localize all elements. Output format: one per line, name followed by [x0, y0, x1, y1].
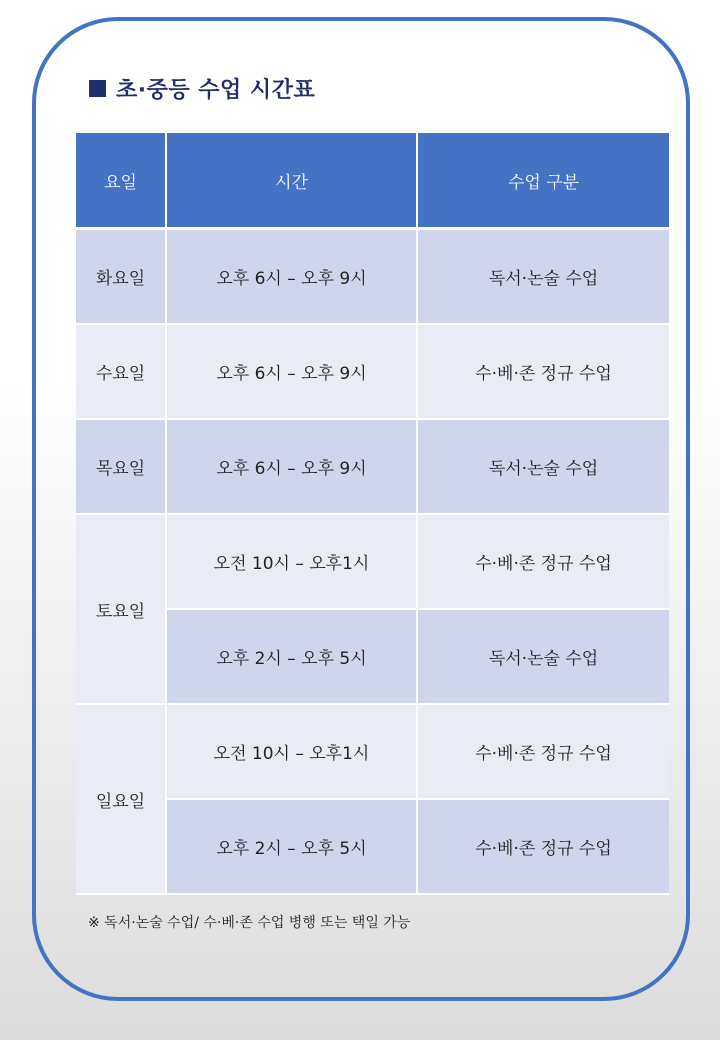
table-row — [76, 419, 669, 514]
day-cell: 화요일 — [76, 229, 166, 325]
header-time: 시간 — [166, 133, 417, 229]
day-cell: 수요일 — [76, 324, 166, 419]
class-cell: 독서·논술 수업 — [417, 419, 669, 514]
class-cell: 독서·논술 수업 — [417, 229, 669, 325]
class-cell: 독서·논술 수업 — [417, 609, 669, 704]
table-row — [76, 704, 669, 799]
day-cell: 토요일 — [76, 514, 166, 704]
class-cell: 수·베·존 정규 수업 — [417, 324, 669, 419]
header-day: 요일 — [76, 133, 166, 229]
class-cell: 수·베·존 정규 수업 — [417, 514, 669, 609]
time-cell: 오후 6시 – 오후 9시 — [166, 419, 417, 514]
class-cell: 수·베·존 정규 수업 — [417, 704, 669, 799]
table-row — [76, 514, 669, 609]
schedule-table — [76, 133, 669, 895]
day-cell: 목요일 — [76, 419, 166, 514]
class-cell: 수·베·존 정규 수업 — [417, 799, 669, 894]
footnote: ※ 독서·논술 수업/ 수·베·존 수업 병행 또는 택일 가능 — [88, 915, 411, 931]
table-row — [76, 229, 669, 325]
time-cell: 오후 2시 – 오후 5시 — [166, 609, 417, 704]
table-row — [76, 324, 669, 419]
table-header-row — [76, 133, 669, 229]
time-cell: 오전 10시 – 오후1시 — [166, 514, 417, 609]
time-cell: 오전 10시 – 오후1시 — [166, 704, 417, 799]
page-title-text: 초·중등 수업 시간표 — [116, 77, 316, 103]
time-cell: 오후 6시 – 오후 9시 — [166, 229, 417, 325]
time-cell: 오후 6시 – 오후 9시 — [166, 324, 417, 419]
time-cell: 오후 2시 – 오후 5시 — [166, 799, 417, 894]
day-cell: 일요일 — [76, 704, 166, 894]
square-bullet-icon — [89, 80, 106, 97]
page-title — [89, 72, 315, 104]
header-class-type: 수업 구분 — [417, 133, 669, 229]
